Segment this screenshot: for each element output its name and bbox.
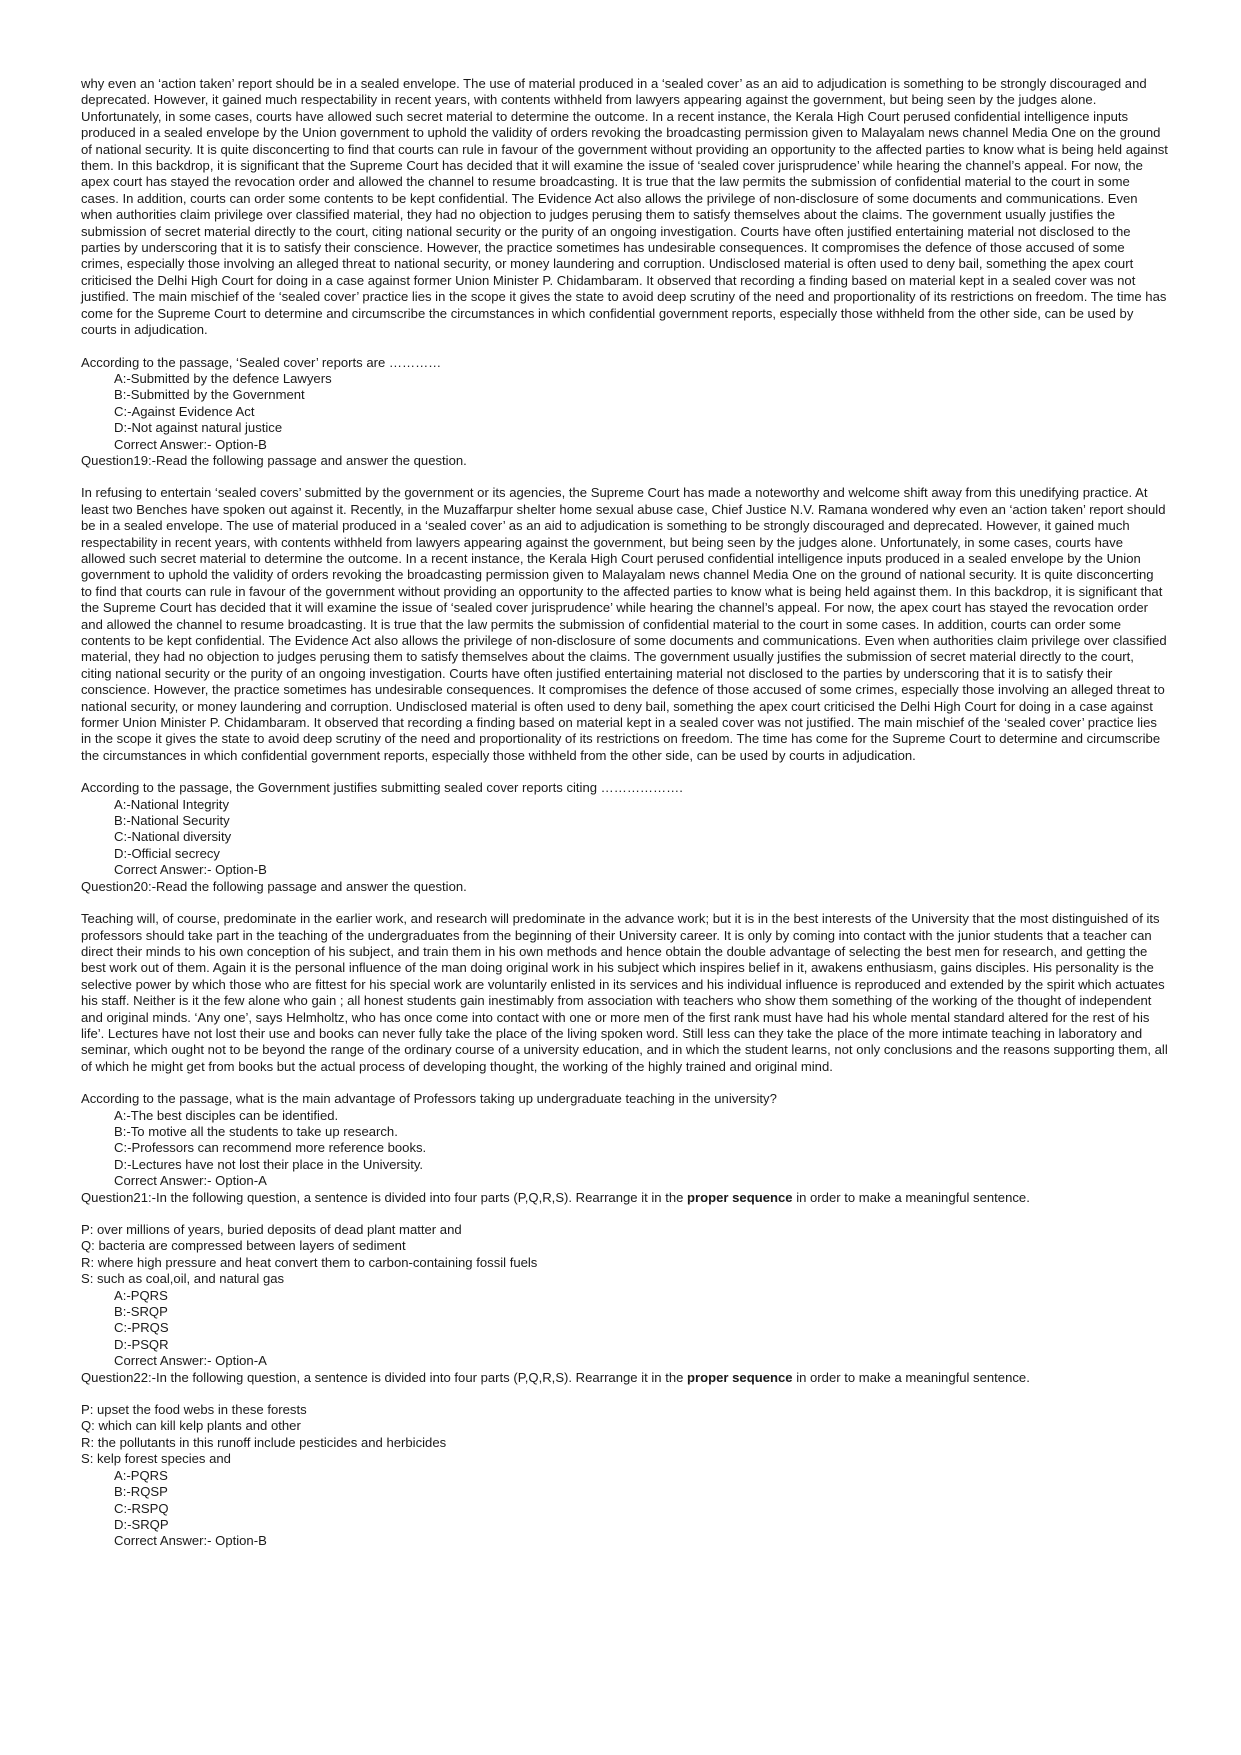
question-passage: In refusing to entertain ‘sealed covers’ submitted by the government or its agencies, the Supreme Court has made a noteworthy and welcome shift away from this unedifying practice. At least two Benches have spoken out against it. Recently, in the Muzaffarpur shelter home sexual abuse case, Chief Justice N.V. Ramana wondered why even an ‘action taken’ report should be in a sealed envelope. The use of material produced in a ‘sealed cover’ as an aid to adjudication is something to be strongly discouraged and deprecated. However, it gained much respectability in recent years, with contents withheld from lawyers appearing against the government, but being seen by the judges alone. Unfortunately, in some cases, courts have allowed such secret material to determine the outcome. In a recent instance, the Kerala High Court perused confidential intelligence inputs produced in a sealed envelope by the Union government to uphold the validity of orders revoking the broadcasting permission given to Malayalam news channel Media One on the ground of national security. It is quite disconcerting to find that courts can rule in favour of the government without providing an opportunity to the affected parties to know what is being held against them. In this backdrop, it is significant that the Supreme Court has decided that it will examine the issue of ‘sealed cover jurisprudence’ while hearing the channel’s appeal. For now, the apex court has stayed the revocation order and allowed the channel to resume broadcasting. It is true that the law permits the submission of confidential material to the court in some cases. In addition, courts can order some contents to be kept confidential. The Evidence Act also allows the privilege of non-disclosure of some documents and communications. Even when authorities claim privilege over classified material, they had no objection to judges perusing them to satisfy themselves about the claims. The government usually justifies the submission of secret material directly to the court, citing national security or the purity of an ongoing investigation. Courts have often justified entertaining material not disclosed to the parties by underscoring that it is to satisfy their conscience. However, the practice sometimes has undesirable consequences. It compromises the defence of those accused of some crimes, especially those involving an alleged threat to national security, or money laundering and corruption. Undisclosed material is often used to deny bail, something the apex court criticised the Delhi High Court for doing in a case against former Union Minister P. Chidambaram. It observed that recording a finding based on material kept in a sealed cover was not justified. The main mischief of the ‘sealed cover’ practice lies in the scope it gives the state to avoid deep scrutiny of the need and proportionality of its restrictions on freedom. The time has come for the Supreme Court to determine and circumscribe the circumstances in which confidential government reports, especially those withheld from the other side, can be used by courts in adjudication. (81, 485, 1167, 763)
option-a: A:-National Integrity (114, 796, 229, 812)
option-a: A:-The best disciples can be identified. (114, 1107, 339, 1123)
option-c: C:-RSPQ (114, 1500, 169, 1516)
correct-answer: Correct Answer:- Option-A (114, 1173, 267, 1189)
document-page (81, 76, 1168, 1550)
option-d: D:-SRQP (114, 1516, 169, 1532)
question-21 (81, 1190, 1168, 1370)
option-c: C:-Professors can recommend more reference books. (114, 1140, 427, 1156)
option-b: B:-RQSP (114, 1484, 168, 1500)
header-emphasis: proper sequence (687, 1369, 793, 1385)
question-20 (81, 879, 1168, 1190)
option-b: B:-National Security (114, 813, 230, 829)
option-c: C:-Against Evidence Act (114, 403, 255, 419)
option-c: C:-PRQS (114, 1320, 169, 1336)
part-p: P: upset the food webs in these forests (81, 1402, 307, 1418)
options-list (81, 1288, 1168, 1370)
correct-answer: Correct Answer:- Option-B (114, 1533, 267, 1549)
question-stem: According to the passage, the Government justifies submitting sealed cover reports citing ………………. (81, 780, 683, 796)
question-22 (81, 1370, 1168, 1550)
part-q: Q: bacteria are compressed between layers of sediment (81, 1238, 406, 1254)
question-header (81, 1370, 1168, 1386)
correct-answer: Correct Answer:- Option-B (114, 862, 267, 878)
option-c: C:-National diversity (114, 829, 232, 845)
header-text-end: in order to make a meaningful sentence. (792, 1189, 1030, 1205)
option-d: D:-Lectures have not lost their place in the University. (114, 1156, 424, 1172)
correct-answer: Correct Answer:- Option-B (114, 436, 267, 452)
header-text-end: in order to make a meaningful sentence. (792, 1369, 1030, 1385)
correct-answer: Correct Answer:- Option-A (114, 1353, 267, 1369)
part-s: S: kelp forest species and (81, 1451, 231, 1467)
option-b: B:-To motive all the students to take up research. (114, 1123, 398, 1139)
header-text: Question22:-In the following question, a sentence is divided into four parts (P,Q,R,S). Rearrange it in the (81, 1369, 688, 1385)
part-p: P: over millions of years, buried deposits of dead plant matter and (81, 1222, 462, 1237)
options-list (81, 797, 1168, 879)
part-q: Q: which can kill kelp plants and other (81, 1418, 301, 1434)
option-d: D:-PSQR (114, 1336, 169, 1352)
header-text: Question21:-In the following question, a sentence is divided into four parts (P,Q,R,S). Rearrange it in the (81, 1189, 688, 1205)
option-a: A:-PQRS (114, 1287, 168, 1303)
options-list (81, 1468, 1168, 1550)
part-r: R: the pollutants in this runoff include pesticides and herbicides (81, 1434, 447, 1450)
question-18 (81, 355, 1168, 453)
options-list (81, 1108, 1168, 1190)
question-stem: According to the passage, ‘Sealed cover’ reports are ………… (81, 354, 442, 370)
part-s: S: such as coal,oil, and natural gas (81, 1271, 285, 1287)
options-list (81, 371, 1168, 453)
sentence-parts (81, 1402, 1168, 1468)
option-b: B:-Submitted by the Government (114, 387, 305, 403)
question-passage: Teaching will, of course, predominate in the earlier work, and research will predominate in the advance work; but it is in the best interests of the University that the most distinguished of its professors should take part in the teaching of the undergraduates from the beginning of their University career. It is only by coming into contact with the junior students that a teacher can direct their minds to his own conception of his subject, and train them in his own methods and hence obtain the double advantage of selecting the best men for research, and getting the best work out of them. Again it is the personal influence of the man doing original work in his subject which inspires belief in it, awakens enthusiasm, gains disciples. His personality is the selective power by which those who are fittest for his special work are voluntarily enlisted in its services and his individual influence is reproduced and extended by the spirit which actuates his staff. Neither is it the few alone who gain ; all honest students gain inestimably from association with teachers who show them something of the working of the thought of independent and original minds. ‘Any one’, says Helmholtz, who has once come into contact with one or more men of the first rank must have had his whole mental standard altered for the rest of his life’. Lectures have not lost their use and books can never fully take the place of the living spoken word. Still less can they take the place of the more intimate teaching in laboratory and seminar, which ought not to be beyond the range of the ordinary course of a university education, and in which the student learns, not only conclusions and the reasons supporting them, all of which he might get from books but the actual process of developing thought, the working of the highly trained and original mind. (81, 911, 1168, 1074)
question-header: Question20:-Read the following passage and answer the question. (81, 878, 467, 894)
option-b: B:-SRQP (114, 1304, 168, 1320)
question-19 (81, 453, 1168, 879)
passage-continuation: why even an ‘action taken’ report should be in a sealed envelope. The use of material produced in a ‘sealed cover’ as an aid to adjudication is something to be strongly discouraged and deprecated. However, it gained much respectability in recent years, with contents withheld from lawyers appearing against the government, but being seen by the judges alone. Unfortunately, in some cases, courts have allowed such secret material to determine the outcome. In a recent instance, the Kerala High Court perused confidential intelligence inputs produced in a sealed envelope by the Union government to uphold the validity of orders revoking the broadcasting permission given to Malayalam news channel Media One on the ground of national security. It is quite disconcerting to find that courts can rule in favour of the government without providing an opportunity to the affected parties to know what is being held against them. In this backdrop, it is significant that the Supreme Court has decided that it will examine the issue of ‘sealed cover jurisprudence’ while hearing the channel’s appeal. For now, the apex court has stayed the revocation order and allowed the channel to resume broadcasting. It is true that the law permits the submission of confidential material to the court in some cases. In addition, courts can order some contents to be kept confidential. The Evidence Act also allows the privilege of non-disclosure of some documents and communications. Even when authorities claim privilege over classified material, they had no objection to judges perusing them to satisfy themselves about the claims. The government usually justifies the submission of secret material directly to the court, citing national security or the purity of an ongoing investigation. Courts have often justified entertaining material not disclosed to the parties by underscoring that it is to satisfy their conscience. However, the practice sometimes has undesirable consequences. It compromises the defence of those accused of some crimes, especially those involving an alleged threat to national security, or money laundering and corruption. Undisclosed material is often used to deny bail, something the apex court criticised the Delhi High Court for doing in a case against former Union Minister P. Chidambaram. It observed that recording a finding based on material kept in a sealed cover was not justified. The main mischief of the ‘sealed cover’ practice lies in the scope it gives the state to avoid deep scrutiny of the need and proportionality of its restrictions on freedom. The time has come for the Supreme Court to determine and circumscribe the circumstances in which confidential government reports, especially those withheld from the other side, can be used by courts in adjudication. (81, 76, 1168, 338)
option-a: A:-PQRS (114, 1467, 168, 1483)
option-d: D:-Not against natural justice (114, 420, 283, 436)
option-d: D:-Official secrecy (114, 845, 220, 861)
header-emphasis: proper sequence (687, 1189, 793, 1205)
question-header (81, 1190, 1168, 1206)
sentence-parts (81, 1222, 1168, 1288)
part-r: R: where high pressure and heat convert them to carbon-containing fossil fuels (81, 1254, 538, 1270)
option-a: A:-Submitted by the defence Lawyers (114, 370, 332, 386)
question-header: Question19:-Read the following passage and answer the question. (81, 452, 467, 468)
question-stem: According to the passage, what is the main advantage of Professors taking up undergraduate teaching in the university? (81, 1091, 777, 1107)
